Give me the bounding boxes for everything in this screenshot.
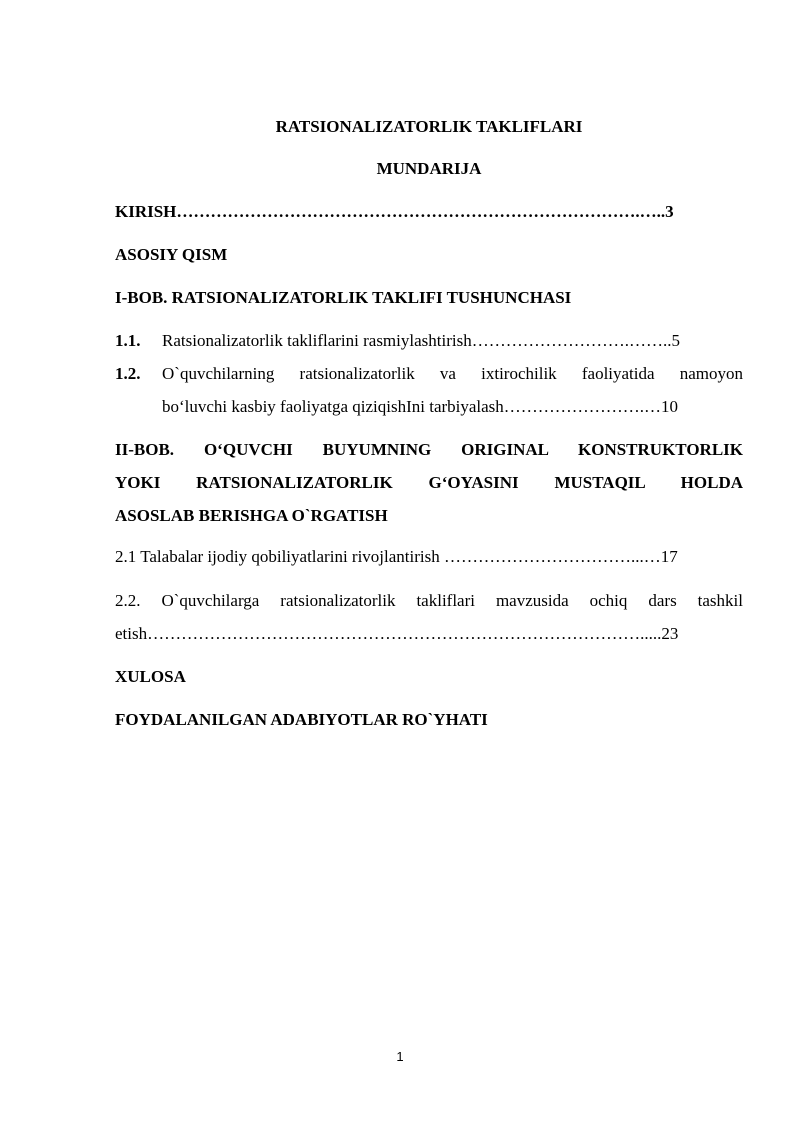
toc-entry-conclusion: XULOSA bbox=[115, 667, 186, 686]
section-title-line-1: O`quvchilarning ratsionalizatorlik va ixtirochilik faoliyatida namoyon bbox=[162, 364, 743, 383]
toc-entry-chapter-2-line-3: ASOSLAB BERISHGA O`RGATISH bbox=[115, 506, 388, 525]
toc-entry-1-1 bbox=[115, 330, 743, 352]
toc-entry-2-2-line-2: etish…………………………………………………………………………….....23 bbox=[115, 624, 679, 643]
toc-entry-2-2-line-1: 2.2. O`quvchilarga ratsionalizatorlik takliflari mavzusida ochiq dars tashkil bbox=[115, 591, 743, 610]
section-title-line-2: bo‘luvchi kasbiy faoliyatga qiziqishIni tarbiyalash…………………….…10 bbox=[162, 397, 679, 416]
section-title: Ratsionalizatorlik takliflarini rasmiylashtirish……………………….……..5 bbox=[162, 331, 680, 350]
toc-entry-intro: KIRISH……………………………………………………………………….…..3 bbox=[115, 202, 674, 221]
toc-entry-2-1: 2.1 Talabalar ijodiy qobiliyatlarini rivojlantirish ……………………………...…17 bbox=[115, 547, 678, 566]
toc-entry-main-part: ASOSIY QISM bbox=[115, 245, 228, 264]
toc-entry-chapter-2-line-1: II-BOB. O‘QUVCHI BUYUMNING ORIGINAL KONSTRUKTORLIK bbox=[115, 440, 743, 459]
toc-entry-chapter-1: I-BOB. RATSIONALIZATORLIK TAKLIFI TUSHUNCHASI bbox=[115, 288, 572, 307]
toc-heading: MUNDARIJA bbox=[376, 159, 482, 178]
page-number: 1 bbox=[396, 1049, 404, 1064]
section-number: 1.2. bbox=[115, 364, 141, 383]
toc-entry-1-2 bbox=[115, 363, 743, 385]
toc-entry-chapter-2-line-2: YOKI RATSIONALIZATORLIK G‘OYASINI MUSTAQIL HOLDA bbox=[115, 473, 743, 492]
toc-entry-references: FOYDALANILGAN ADABIYOTLAR RO`YHATI bbox=[115, 710, 488, 729]
document-page bbox=[115, 0, 743, 1131]
document-title: RATSIONALIZATORLIK TAKLIFLARI bbox=[275, 117, 583, 136]
section-number: 1.1. bbox=[115, 331, 141, 350]
